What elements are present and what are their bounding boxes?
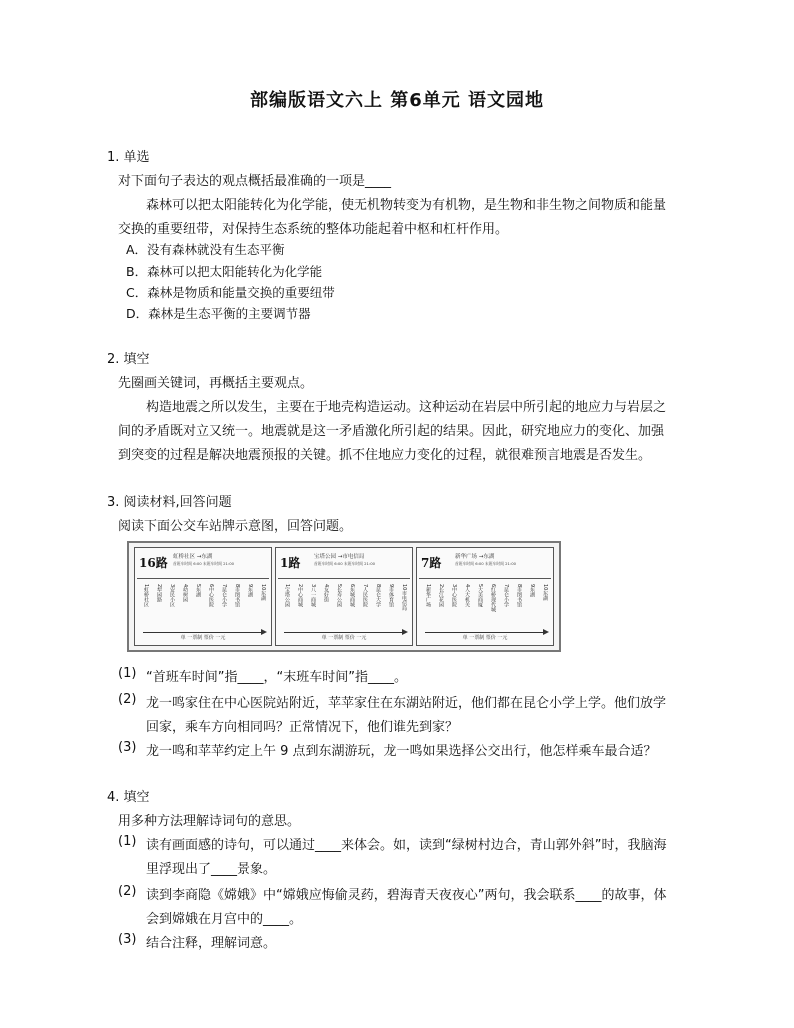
direction-arrow-icon	[425, 632, 547, 633]
stop: 7人民医院	[362, 584, 368, 608]
stop: 8市图书馆	[516, 584, 522, 608]
stop: 10东湖	[260, 584, 266, 601]
stop: 2犁园路	[156, 584, 162, 603]
stop: 1虹桥社区	[143, 584, 149, 608]
stop: 5大美商厦	[477, 584, 483, 608]
option-a[interactable]: A．没有森林就没有生态平衡	[126, 242, 285, 257]
question-3-heading: 3. 阅读材料,回答问题	[107, 495, 232, 510]
stop: 9东湖	[247, 584, 253, 598]
fare-info: 单 一票制 票价 一元	[321, 635, 367, 641]
question-3-sub-1: “首班车时间”指____，“末班车时间”指____。	[146, 670, 407, 685]
stop: 3八一商城	[310, 584, 316, 608]
question-1-passage-line-2: 交换的重要纽带，对保持生态系统的整体功能起着中枢和杠杆作用。	[118, 222, 509, 237]
question-1-passage-line-1: 森林可以把太阳能转化为化学能，使无机物转变为有机物，是生物和非生物之间物质和能量	[146, 198, 667, 213]
stop: 5长寿公园	[336, 584, 342, 608]
stop: 10东湖	[542, 584, 548, 601]
route-panel-7	[416, 547, 554, 646]
stop: 2长江花园	[438, 584, 444, 608]
question-4-prompt: 用多种方法理解诗词句的意思。	[118, 814, 301, 829]
route-destination: 宝塔公园 →市电信局	[314, 554, 365, 560]
question-3-sub-3-number: (3)	[118, 740, 137, 755]
question-4-sub-3-number: (3)	[118, 932, 137, 947]
question-4-sub-2-number: (2)	[118, 884, 137, 899]
question-4-heading: 4. 填空	[107, 790, 150, 805]
stop-list	[419, 584, 551, 628]
route-number: 7路	[421, 556, 442, 570]
question-4-sub-1-number: (1)	[118, 834, 137, 849]
question-3-prompt: 阅读下面公交车站牌示意图，回答问题。	[118, 519, 353, 534]
question-3-sub-2-number: (2)	[118, 692, 137, 707]
fare-info: 单 一票制 票价 一元	[180, 635, 226, 641]
stop: 3安民小区	[169, 584, 175, 608]
stop: 6中心医院	[208, 584, 214, 608]
route-times: 首班车时间 6:00 末班车时间 21:00	[173, 561, 235, 566]
route-destination: 新华广场 →东湖	[455, 554, 495, 560]
bus-stop-sign	[127, 541, 561, 652]
question-4-sub-1-line-1: 读有画面感的诗句，可以通过____来体会。如，读到“绿树村边合，青山郭外斜”时，我脑海	[146, 838, 667, 853]
question-2-heading: 2. 填空	[107, 352, 150, 367]
question-3-sub-3: 龙一鸣和苹苹约定上午 9 点到东湖游玩，龙一鸣如果选择公交出行，他怎样乘车最合适？	[146, 744, 657, 759]
stop: 6红桥现代城	[490, 584, 496, 613]
stop-list	[278, 584, 410, 628]
question-1-prompt: 对下面句子表达的观点概括最准确的一项是____	[118, 174, 392, 189]
route-destination: 虹桥社区 →东湖	[173, 554, 213, 560]
stop: 4友好街	[323, 584, 329, 603]
question-2-prompt: 先圈画关键词，再概括主要观点。	[118, 376, 314, 391]
stop: 10市电信局	[401, 584, 407, 611]
stop: 8市图书馆	[234, 584, 240, 608]
route-panel-16	[134, 547, 272, 646]
fare-info: 单 一票制 票价 一元	[462, 635, 508, 641]
route-panel-1	[275, 547, 413, 646]
stop: 8昆仑大学	[375, 584, 381, 608]
route-times: 首班车时间 6:00 末班车时间 21:00	[314, 561, 376, 566]
stop: 9市体育馆	[388, 584, 394, 608]
option-c[interactable]: C．森林是物质和能量交换的重要纽带	[126, 285, 335, 300]
stop: 1新华广场	[425, 584, 431, 608]
question-1-heading: 1. 单选	[107, 150, 150, 165]
option-d[interactable]: D．森林是生态平衡的主要调节器	[126, 306, 311, 321]
stop: 4幼树园	[182, 584, 188, 603]
question-4-sub-1-line-2: 里浮现出了____景象。	[146, 862, 277, 877]
stop: 2中心商城	[297, 584, 303, 608]
question-4-sub-2-line-1: 读到李商隐《嫦娥》中“嫦娥应悔偷灵药，碧海青天夜夜心”两句，我会联系____的故事，体	[146, 888, 667, 903]
stop: 9东湖	[529, 584, 535, 598]
stop: 7昆仑小学	[503, 584, 509, 608]
question-3-sub-1-number: (1)	[118, 666, 137, 681]
question-4-sub-3: 结合注释，理解词意。	[146, 936, 277, 951]
stop: 4人大机关	[464, 584, 470, 608]
direction-arrow-icon	[143, 632, 265, 633]
direction-arrow-icon	[284, 632, 406, 633]
option-b[interactable]: B．森林可以把太阳能转化为化学能	[126, 264, 323, 279]
stop: 7昆仑小学	[221, 584, 227, 608]
question-3-sub-2-line-2: 回家，乘车方向相同吗？正常情况下，他们谁先到家？	[146, 720, 459, 735]
route-number: 16路	[139, 556, 168, 570]
question-2-passage-line-2: 间的矛盾既对立又统一。地震就是这一矛盾激化所引起的结果。因此，研究地应力的变化、加强	[118, 424, 665, 439]
stop: 3中心医院	[451, 584, 457, 608]
page-title: 部编版语文六上 第6单元 语文园地	[249, 90, 545, 111]
question-3-sub-2-line-1: 龙一鸣家住在中心医院站附近，苹苹家住在东湖站附近，他们都在昆仑小学上学。他们放学	[146, 696, 667, 711]
stop-list	[137, 584, 269, 628]
stop: 1宝塔公园	[284, 584, 290, 608]
question-4-sub-2-line-2: 会到嫦娥在月宫中的____。	[146, 912, 303, 927]
stop: 5东湖	[195, 584, 201, 598]
question-2-passage-line-3: 到突变的过程是解决地震预报的关键。抓不住地应力变化的过程，就很难预言地震是否发生。	[118, 448, 652, 463]
stop: 6东城商城	[349, 584, 355, 608]
route-times: 首班车时间 6:00 末班车时间 21:00	[455, 561, 517, 566]
route-number: 1路	[280, 556, 301, 570]
question-2-passage-line-1: 构造地震之所以发生，主要在于地壳构造运动。这种运动在岩层中所引起的地应力与岩层之	[146, 400, 667, 415]
